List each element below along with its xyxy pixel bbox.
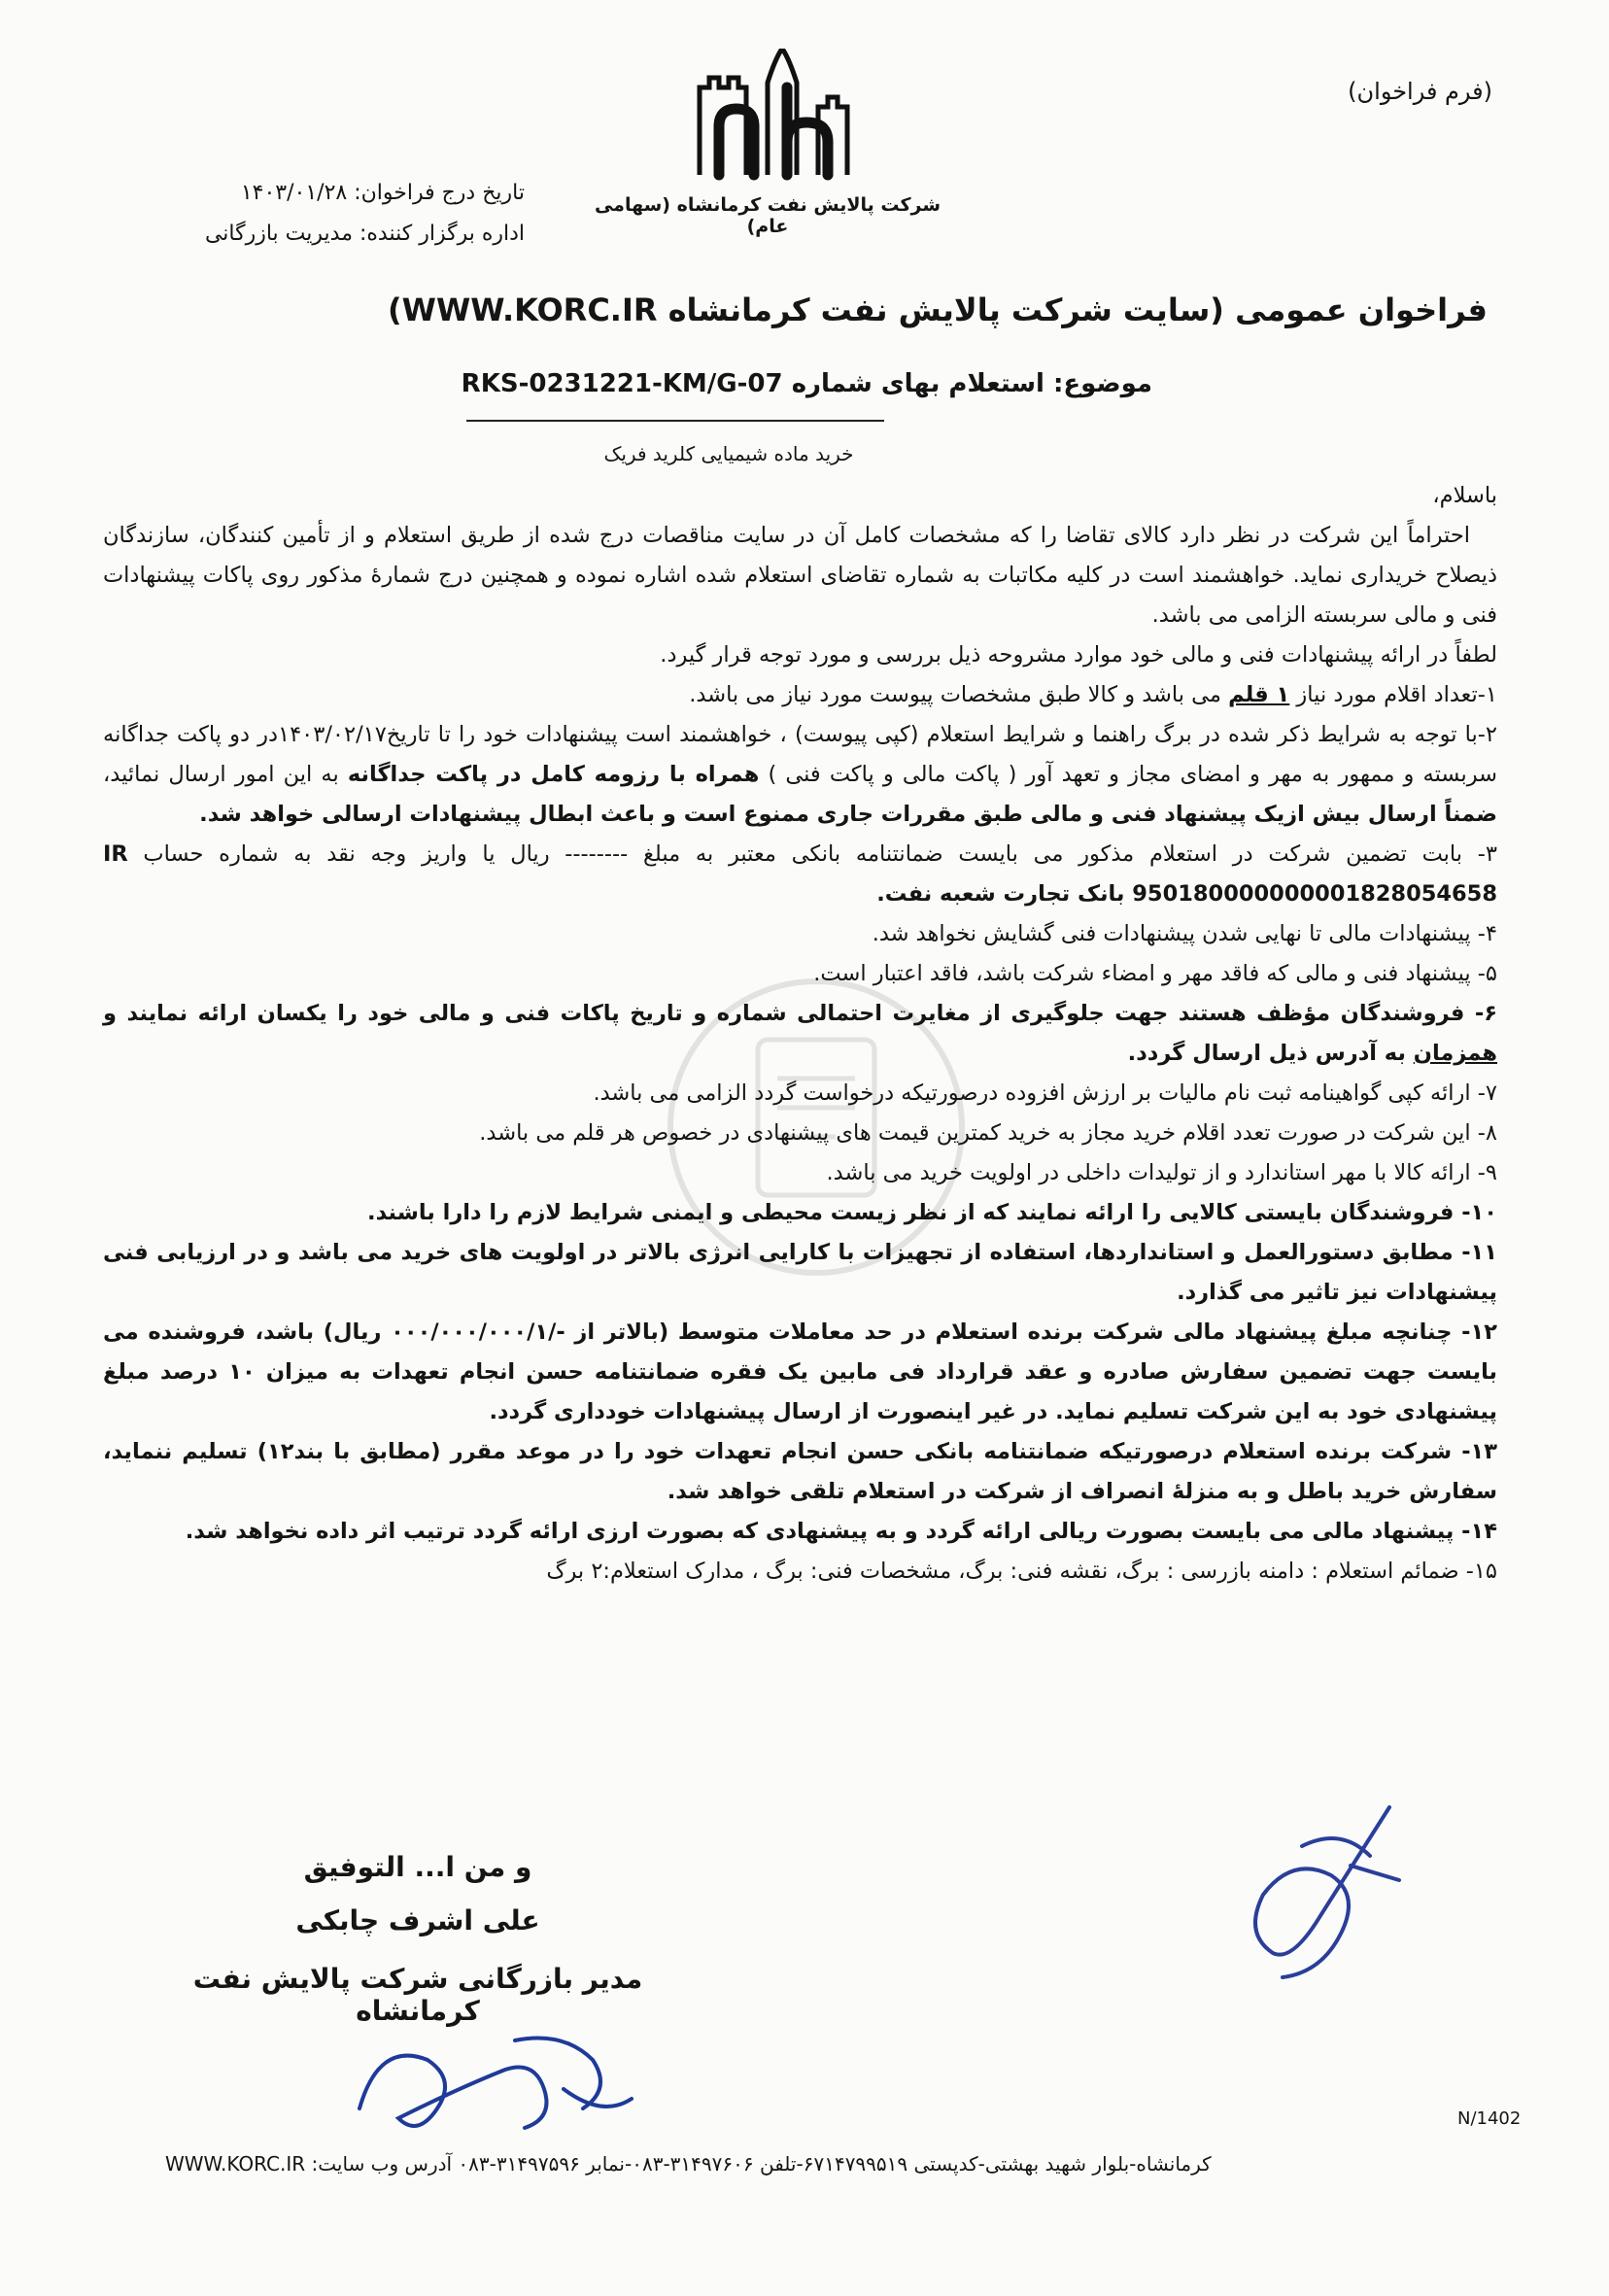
lead-paragraph: لطفاً در ارائه پیشنهادات فنی و مالی خود موارد مشروحه ذیل بررسی و مورد توجه قرار گیرد. <box>660 642 1497 668</box>
item-6 <box>103 994 1497 1074</box>
item-12: ۱۲- چنانچه مبلغ پیشنهاد مالی شرکت برنده استعلام در حد معاملات متوسط (بالاتر از -/۰۰۰/۰۰۰/۰۰۰/۱ ریال) باشد، فروشنده می بایست جهت تضمین سفارش صادره و عقد قرارداد فی مابین یک فقره ضمانتنامه حسن انجام تعهدات به میزان ۱۰ درصد مبلغ پیشنهادی خود به این شرکت تسلیم نماید. در غیر اینصورت از ارسال پیشنهادات خودداری گردد. <box>103 1319 1497 1424</box>
company-name-under-logo: شرکت پالایش نفت کرمانشاه (سهامی عام) <box>594 194 941 237</box>
handwritten-signature-right <box>1205 1788 1419 1992</box>
organizing-department: اداره برگزار کننده: مدیریت بازرگانی <box>204 222 525 246</box>
item-7: ۷- ارائه کپی گواهینامه ثبت نام مالیات بر ارزش افزوده درصورتیکه درخواست گردد الزامی می باشد. <box>593 1080 1497 1106</box>
subject-underline <box>466 420 884 422</box>
item-10: ۱۰- فروشندگان بایستی کالایی را ارائه نمایند که از نظر زیست محیطی و ایمنی شرایط لازم را دارا باشند. <box>367 1200 1497 1225</box>
item-15: ۱۵- ضمائم استعلام : دامنه بازرسی : برگ، نقشه فنی: برگ، مشخصات فنی: برگ ، مدارک استعلام:۲ برگ <box>546 1559 1497 1584</box>
item-8: ۸- این شرکت در صورت تعدد اقلام خرید مجاز به خرید کمترین قیمت های پیشنهادی در خصوص هر قلم می باشد. <box>479 1120 1497 1146</box>
item-5: ۵- پیشنهاد فنی و مالی که فاقد مهر و امضاء شرکت باشد، فاقد اعتبار است. <box>813 961 1497 986</box>
item-2-text-a: ۲-با توجه به شرایط ذکر شده در برگ راهنما و شرایط استعلام (کپی پیوست) ، خواهشمند است پیشنهادات خود را تا تاریخ۱۴۰۳/۰۲/۱۷در دو پاکت جداگانه سربسته و ممهور به مهر و امضای مجاز و تعهد آور ( پاکت مالی و پاکت فنی ) <box>103 722 1497 787</box>
intro-paragraph: احتراماً این شرکت در نظر دارد کالای تقاضا را که مشخصات کامل آن در سایت مناقصات درج شده از طریق استعلام و از تأمین کنندگان، سازندگان ذیصلاح خریداری نماید. خواهشمند است در کلیه مکاتبات به شماره تقاضای استعلام شده اشاره نموده و همچنین درج شمارهٔ مذکور روی پاکات پیشنهادات فنی و مالی سربسته الزامی می باشد. <box>103 523 1497 628</box>
item-6-simultaneous: همزمان <box>1413 1041 1497 1066</box>
reference-code: N/1402 <box>1457 2108 1522 2129</box>
item-3-bank: بانک تجارت شعبه نفت. <box>876 881 1133 907</box>
signatory-title: مدیر بازرگانی شرکت پالایش نفت کرمانشاه <box>192 1963 643 2027</box>
footer-address: کرمانشاه-بلوار شهید بهشتی-کدپستی ۶۷۱۴۷۹۹۵۱۹-تلفن ۳۱۴۹۷۶۰۶-۰۸۳-نمابر ۳۱۴۹۷۵۹۶-۰۸۳ آدرس وب سایت: WWW.KORC.IR <box>165 2152 1212 2176</box>
subject-line <box>462 369 1152 398</box>
signatory-name: علی اشرف چابکی <box>295 1904 540 1936</box>
item-3-text-a: ۳- بابت تضمین شرکت در استعلام مذکور می بایست ضمانتنامه بانکی معتبر به مبلغ -------- ریال یا واریز وجه نقد به شماره حساب <box>127 841 1497 867</box>
item-6-text-a: ۶- فروشندگان مؤظف هستند جهت جلوگیری از مغایرت احتمالی شماره و تاریخ پاکات فنی و مالی خود را یکسان ارائه نمایند و <box>103 1001 1497 1026</box>
greeting: باسلام، <box>1432 483 1497 508</box>
item-13: ۱۳- شرکت برنده استعلام درصورتیکه ضمانتنامه بانکی حسن انجام تعهدات خود را در موعد مقرر (مطابق با بند۱۲) تسلیم ننماید، سفارش خرید باطل و به منزلهٔ انصراف از شرکت در استعلام تلقی خواهد شد. <box>103 1439 1497 1504</box>
item-1-quantity: ۱ قلم <box>1228 682 1290 707</box>
item-1-text-a: ۱-تعداد اقلام مورد نیاز <box>1289 682 1497 707</box>
item-2-bold-warning: ضمناً ارسال بیش ازیک پیشنهاد فنی و مالی طبق مقررات جاری ممنوع است و باعث ابطال پیشنهادات ارسالی خواهد شد. <box>199 802 1497 827</box>
subject-prefix: موضوع: استعلام بهای شماره <box>791 369 1152 398</box>
item-6-text-c: به آدرس ذیل ارسال گردد. <box>1127 1041 1414 1066</box>
company-logo <box>690 49 855 194</box>
item-3-iban: IR 950180000000001828054658 <box>103 841 1497 907</box>
item-2-text-c: به این امور ارسال نمائید، <box>103 762 348 787</box>
closing-phrase: و من ا... التوفیق <box>303 1851 532 1883</box>
item-9: ۹- ارائه کالا با مهر استاندارد و از تولیدات داخلی در اولویت خرید می باشد. <box>826 1160 1497 1185</box>
subject-code: RKS-0231221-KM/G-07 <box>461 369 783 398</box>
letter-body <box>103 476 1497 1592</box>
item-2 <box>103 715 1497 835</box>
announcement-headline: فراخوان عمومی (سایت شرکت پالایش نفت کرمانشاه WWW.KORC.IR) <box>388 291 1488 328</box>
subject-item: خرید ماده شیمیایی کلرید فریک <box>603 442 854 465</box>
item-3 <box>103 835 1497 914</box>
item-11: ۱۱- مطابق دستورالعمل و استانداردها، استفاده از تجهیزات با کارایی انرژی بالاتر در اولویت های خرید می باشد و در ارزیابی فنی پیشنهادات نیز تاثیر می گذارد. <box>103 1240 1497 1305</box>
form-label: (فرم فراخوان) <box>1348 78 1492 105</box>
item-14: ۱۴- پیشنهاد مالی می بایست بصورت ریالی ارائه گردد و به پیشنهادی که بصورت ارزی ارائه گردد ترتیب اثر داده نخواهد شد. <box>185 1519 1497 1544</box>
item-2-bold-resume: همراه با رزومه کامل در پاکت جداگانه <box>347 762 760 787</box>
item-1-text-c: می باشد و کالا طبق مشخصات پیوست مورد نیاز می باشد. <box>689 682 1229 707</box>
item-4: ۴- پیشنهادات مالی تا نهایی شدن پیشنهادات فنی گشایش نخواهد شد. <box>872 921 1497 946</box>
item-1 <box>103 675 1497 715</box>
announcement-date: تاریخ درج فراخوان: ۱۴۰۳/۰۱/۲۸ <box>240 181 525 205</box>
